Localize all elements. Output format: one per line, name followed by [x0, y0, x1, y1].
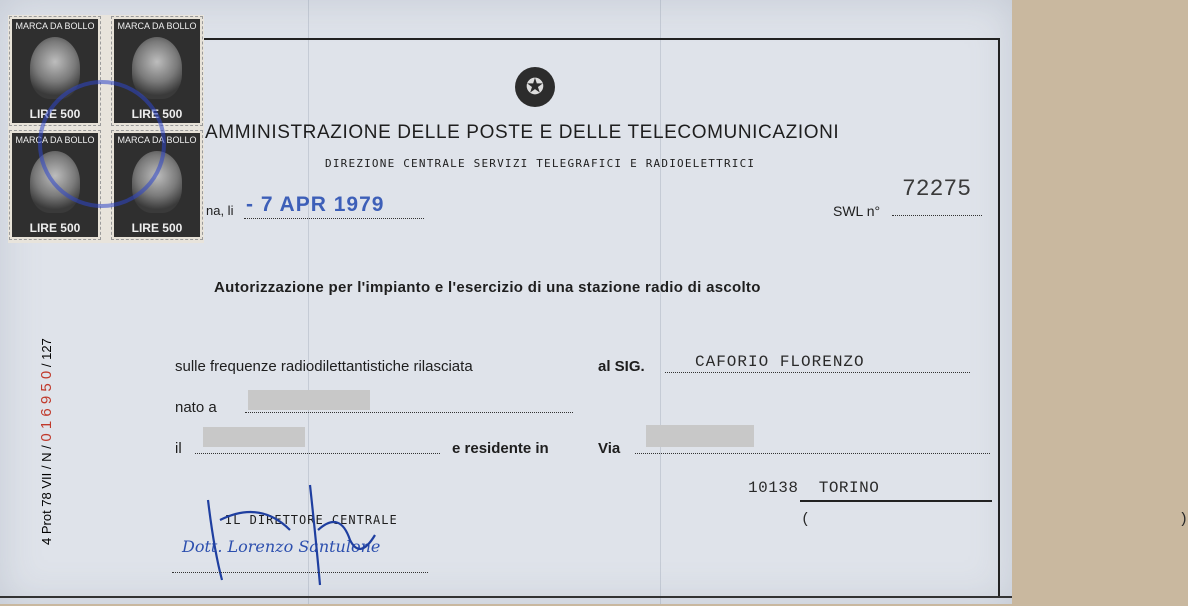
stamp-value: LIRE 500 [131, 107, 183, 121]
protocol-text: 4 Prot 78 VII / N / [39, 445, 54, 545]
star-emblem-icon: ✪ [515, 67, 555, 107]
redacted-birthplace [248, 390, 370, 410]
director-label: IL DIRETTORE CENTRALE [225, 513, 398, 527]
issued-label: sulle frequenze radiodilettantistiche rilasciata [175, 358, 473, 375]
protocol-suffix: / 127 [39, 338, 54, 368]
signature-icon [200, 480, 430, 590]
redacted-street [646, 425, 754, 447]
name-dotted-line [665, 372, 970, 373]
fold-line [660, 0, 661, 604]
postmark-icon [38, 80, 166, 208]
birthdate-dotted-line [195, 453, 440, 454]
city-underline [800, 500, 992, 502]
date-dotted-line [244, 218, 424, 219]
stamp-label: MARCA DA BOLLO [117, 21, 197, 31]
document-title: Autorizzazione per l'impianto e l'esercizio di una stazione radio di ascolto [214, 279, 761, 296]
director-name-stamp: Dott. Lorenzo Santulone [182, 537, 381, 556]
province-brackets: ( ) [801, 511, 1188, 528]
stamp-value: LIRE 500 [131, 221, 183, 235]
swl-dotted-line [892, 215, 982, 216]
birthplace-dotted-line [245, 412, 573, 413]
page-title: AMMINISTRAZIONE DELLE POSTE E DELLE TELECOMUNICAZIONI [205, 122, 840, 143]
date-stamp: - 7 APR 1979 [246, 193, 385, 216]
top-rule [200, 38, 1000, 40]
head-icon [132, 37, 182, 99]
stamp-value: LIRE 500 [29, 221, 81, 235]
page-subtitle: DIREZIONE CENTRALE SERVIZI TELEGRAFICI E RADIOELETTRICI [325, 157, 756, 170]
protocol-number: 0 1 6 9 5 0 [38, 370, 55, 442]
stamp-value: LIRE 500 [29, 107, 81, 121]
bottom-rule [0, 596, 1012, 598]
il-label: il [175, 440, 182, 457]
residence-label: e residente in [452, 440, 549, 457]
date-prefix: na, li [206, 203, 234, 218]
postcode-city: 10138 TORINO [748, 479, 880, 497]
signature-dotted-line [172, 572, 428, 573]
via-label: Via [598, 440, 621, 457]
revenue-stamps [8, 15, 204, 243]
born-label: nato a [175, 399, 217, 416]
sig-label: al SIG. [598, 358, 645, 375]
redacted-birthdate [203, 427, 305, 447]
margin-protocol-note [38, 338, 55, 545]
stamp-label: MARCA DA BOLLO [117, 135, 197, 145]
stamp-label: MARCA DA BOLLO [15, 21, 95, 31]
stamp-label: MARCA DA BOLLO [15, 135, 95, 145]
swl-label: SWL n° [833, 203, 881, 219]
street-dotted-line [635, 453, 990, 454]
holder-name: CAFORIO FLORENZO [695, 353, 865, 371]
swl-number: 72275 [902, 176, 972, 202]
